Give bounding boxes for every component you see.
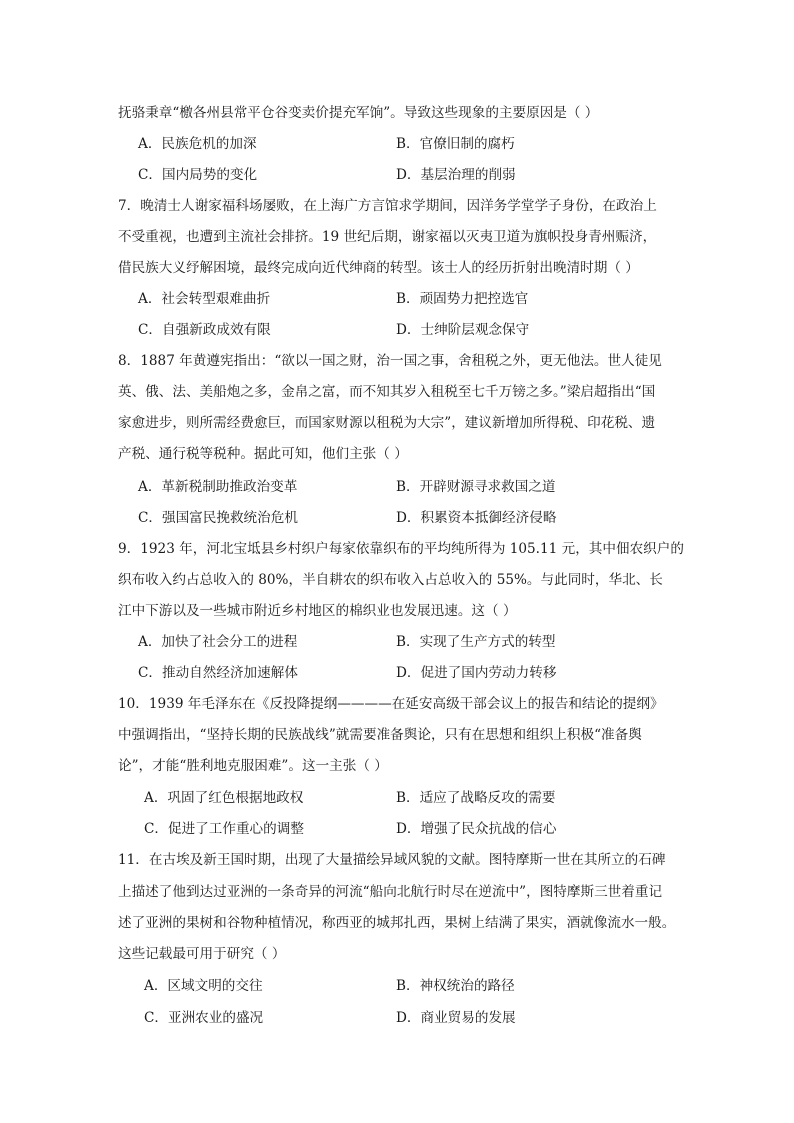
q9-option-b: B．实现了生产方式的转型 <box>396 634 556 650</box>
q9-stem-line: 9．1923 年，河北宝坻县乡村织户每家依靠织布的平均纯所得为 105.11 元，其中佃农织户的 <box>118 541 684 557</box>
q10-option-a: A．巩固了红色根据地政权 <box>144 790 304 806</box>
q8-stem-line: 8．1887 年黄遵宪指出：“欲以一国之财，治一国之事，舍租税之外，更无他法。世人徒见 <box>118 353 662 369</box>
q7-stem-line: 不受重视，也遭到主流社会排挤。19 世纪后期，谢家福以灭夷卫道为旗帜投身青州赈济， <box>118 229 657 245</box>
q11-option-d: D．商业贸易的发展 <box>396 1010 516 1026</box>
q9-option-d: D．促进了国内劳动力转移 <box>396 665 557 681</box>
q8-stem-line: 产税、通行税等税种。据此可知，他们主张（ ） <box>118 446 408 462</box>
q10-stem-line: 10．1939 年毛泽东在《反投降提纲————在延安高级干部会议上的报告和结论的提纲》 <box>118 696 664 712</box>
q7-option-b: B．顽固势力把控选官 <box>396 291 529 307</box>
q11-stem-line: 这些记载最可用于研究（ ） <box>118 946 286 962</box>
q10-option-b: B．适应了战略反攻的需要 <box>396 790 556 806</box>
q10-option-c: C．促进了工作重心的调整 <box>144 821 304 837</box>
q9-stem-line: 织布收入约占总收入的 80%，半自耕农的织布收入占总收入的 55%。与此同时，华北、长 <box>118 572 663 588</box>
q7-stem-line: 7．晚清士人谢家福科场屡败，在上海广方言馆求学期间，因洋务学堂学子身份，在政治上 <box>118 198 657 214</box>
q11-stem-line: 11．在古埃及新王国时期，出现了大量描绘异域风貌的文献。图特摩斯一世在其所立的石碑 <box>118 852 666 868</box>
q11-stem-line: 述了亚洲的果树和谷物种植情况，称西亚的城邦扎西，果树上结满了果实，酒就像流水一般。 <box>118 915 676 931</box>
q8-option-a: A．革新税制助推政治变革 <box>138 479 298 495</box>
q11-stem-line: 上描述了他到达过亚洲的一条奇异的河流“船向北航行时尽在逆流中”，图特摩斯三世着重记 <box>118 884 663 900</box>
q7-stem-line: 借民族大义纾解困境，最终完成向近代绅商的转型。该士人的经历折射出晚清时期（ ） <box>118 260 639 276</box>
q7-option-a: A．社会转型艰难曲折 <box>138 291 271 307</box>
q10-stem-line: 论”，才能“胜利地克服困难”。这一主张（ ） <box>118 758 388 774</box>
q9-stem-line: 江中下游以及一些城市附近乡村地区的棉织业也发展迅速。这（ ） <box>118 603 517 619</box>
q10-stem-line: 中强调指出，“坚持长期的民族战线”就需要准备舆论，只有在思想和组织上积极“准备舆 <box>118 727 642 743</box>
q8-option-d: D．积累资本抵御经济侵略 <box>396 510 557 526</box>
q9-option-c: C．推动自然经济加速解体 <box>138 665 298 681</box>
q6-option-a: A．民族危机的加深 <box>138 136 257 152</box>
q6-option-d: D．基层治理的削弱 <box>396 167 516 183</box>
q8-stem-line: 家愈进步，则所需经费愈巨，而国家财源以租税为大宗”，建议新增加所得税、印花税、遗 <box>118 415 656 431</box>
q10-option-d: D．增强了民众抗战的信心 <box>396 821 557 837</box>
q11-option-a: A．区域文明的交往 <box>144 978 263 994</box>
q6-option-c: C．国内局势的变化 <box>138 167 258 183</box>
q7-option-d: D．士绅阶层观念保守 <box>396 322 530 338</box>
q7-option-c: C．自强新政成效有限 <box>138 322 271 338</box>
q9-option-a: A．加快了社会分工的进程 <box>138 634 298 650</box>
q6-option-b: B．官僚旧制的腐朽 <box>396 136 515 152</box>
q8-option-c: C．强国富民挽救统治危机 <box>138 510 298 526</box>
q11-option-b: B．神权统治的路径 <box>396 978 515 994</box>
q11-option-c: C．亚洲农业的盛况 <box>144 1010 264 1026</box>
q8-option-b: B．开辟财源寻求救国之道 <box>396 479 556 495</box>
q6-stem-tail: 抚骆秉章“檄各州县常平仓谷变卖价提充军饷”。导致这些现象的主要原因是（ ） <box>118 105 599 121</box>
q8-stem-line: 英、俄、法、美船炮之多，金帛之富，而不知其岁入租税至七千万镑之多。”梁启超指出“国 <box>118 384 656 400</box>
